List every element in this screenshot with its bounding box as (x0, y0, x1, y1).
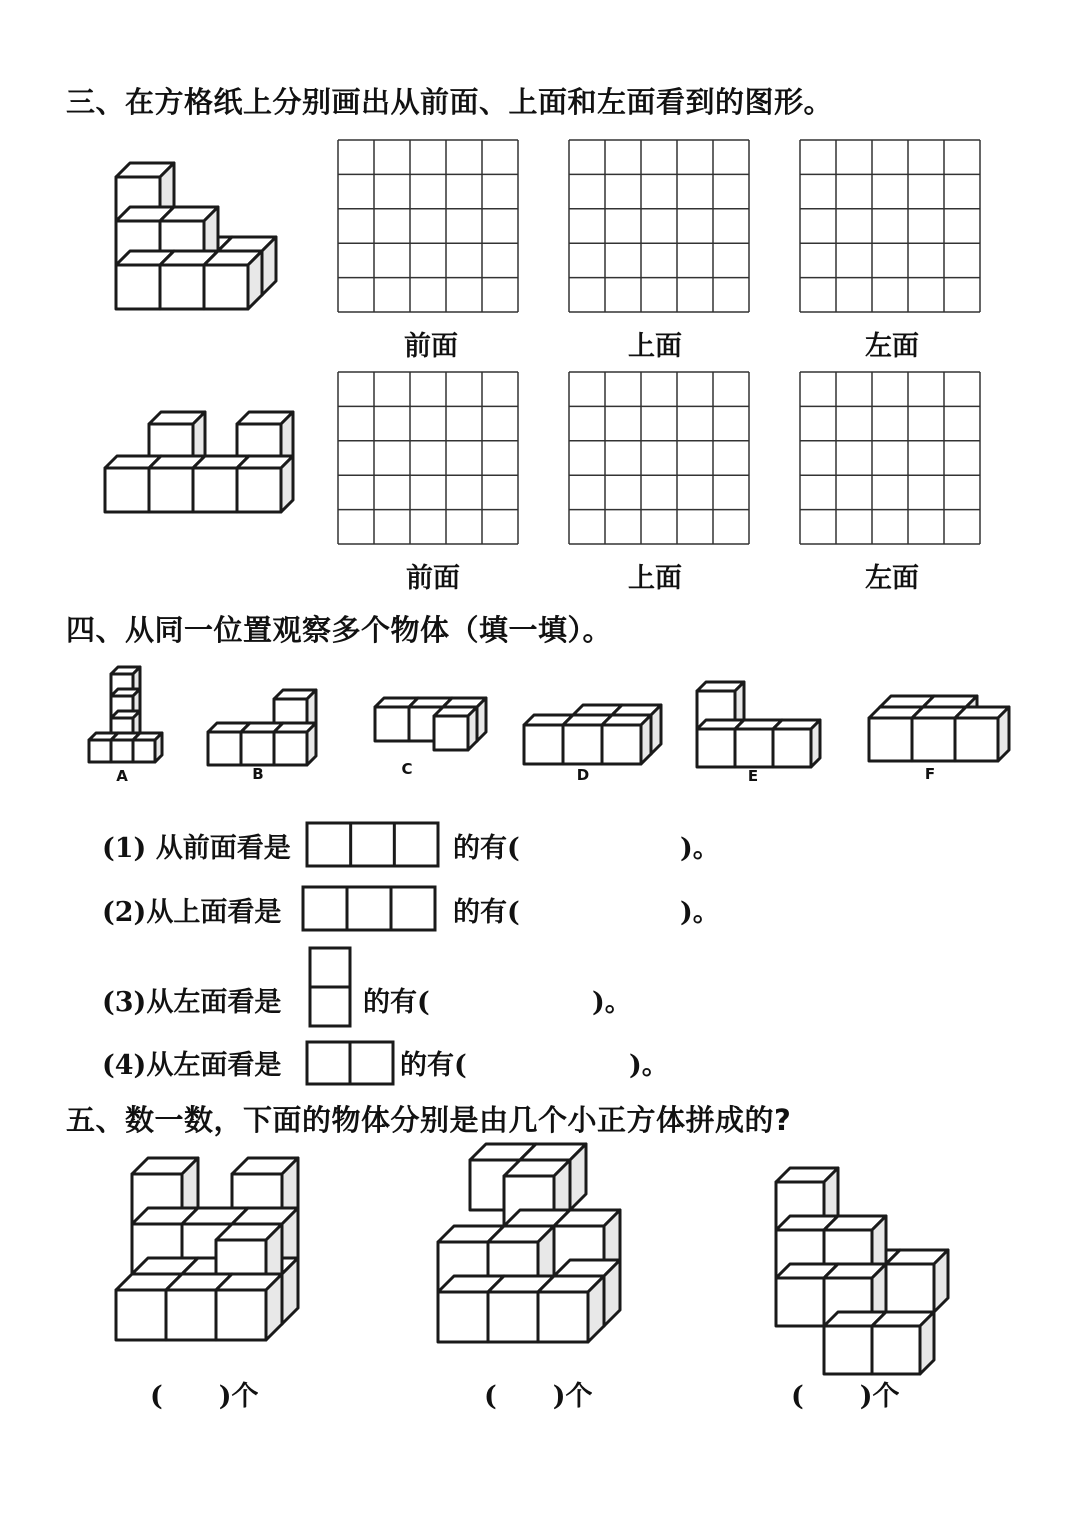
shape-d-cube-2-front (524, 725, 563, 764)
question-4-suffix: 的有( (400, 1050, 467, 1081)
count-figure-1-cube-10-front (166, 1290, 216, 1340)
shape-f-cube-3-front (912, 718, 955, 761)
shape-letter-c: C (401, 760, 413, 778)
grid-lines (337, 371, 519, 545)
cube-figure-3-2-cube-5-front (237, 468, 281, 512)
shape-b-cube-2-front (241, 732, 274, 765)
grid-lines (337, 139, 519, 313)
count-figure-3-cube-5-front (776, 1278, 824, 1326)
cube-figure-3-2-cube-5 (237, 456, 293, 512)
question-2-prefix: (2)从上面看是 (102, 897, 282, 928)
count-figure-2-cube-9-front (488, 1292, 538, 1342)
grid-3-2-left[interactable] (799, 371, 981, 549)
count-figure-1 (116, 1158, 298, 1340)
question-4-prefix: (4)从左面看是 (102, 1050, 282, 1081)
count-figure-3-cube-7-front (824, 1326, 872, 1374)
shape-f (869, 696, 1009, 761)
shape-e-cube-3-front (773, 729, 811, 767)
shape-letter-d: D (576, 766, 590, 784)
count-figure-2-cube-10-front (538, 1292, 588, 1342)
shape-d-cube-4 (602, 715, 651, 764)
shape-c-cube-0-front (375, 707, 409, 741)
grid-lines (799, 371, 981, 545)
label-3-1-left: 左面 (865, 331, 919, 362)
cube-figure-3-1 (116, 163, 276, 309)
shape-e (697, 682, 820, 767)
shape-f-cube-4-side (998, 707, 1009, 761)
view-top-three-outline (303, 887, 435, 930)
shape-letter-e: E (747, 767, 759, 785)
count-figure-2-cube-8-front (438, 1292, 488, 1342)
question-2-close: )。 (680, 897, 720, 928)
question-1-answer[interactable] (528, 826, 678, 862)
view-front-three-outline (307, 823, 438, 866)
cube-figure-3-2-cube-3-front (149, 468, 193, 512)
count-close-3: )个 (859, 1381, 900, 1412)
cube-figure-3-1-cube-6-front (160, 265, 204, 309)
shape-b-cube-3-front (274, 732, 307, 765)
count-close-1: )个 (218, 1381, 259, 1412)
grid-lines (568, 139, 750, 313)
shape-b-cube-3 (274, 723, 316, 765)
count-open-3: ( (791, 1381, 804, 1412)
shape-a (89, 667, 162, 762)
question-4-close: )。 (629, 1050, 669, 1081)
grid-3-1-top[interactable] (568, 139, 750, 317)
question-4-answer[interactable] (475, 1043, 627, 1079)
shape-a-cube-4-front (111, 740, 133, 762)
count-figure-3-cube-8-front (872, 1326, 920, 1374)
shape-b-cube-1-front (208, 732, 241, 765)
shape-f-cube-4-front (955, 718, 998, 761)
grid-lines (799, 139, 981, 313)
shape-f-cube-4 (955, 707, 1009, 761)
grid-3-1-front[interactable] (337, 139, 519, 317)
grid-3-1-left[interactable] (799, 139, 981, 317)
shape-letter-f: F (924, 765, 936, 783)
question-3-close: )。 (592, 987, 632, 1018)
cube-figure-3-1-cube-7 (204, 251, 262, 309)
cube-figure-3-2-cube-2-front (105, 468, 149, 512)
shape-d (524, 705, 661, 764)
count-figure-3-cube-1 (886, 1250, 948, 1312)
question-1-suffix: 的有( (453, 833, 520, 864)
count-figure-3-cube-1-front (886, 1264, 934, 1312)
view-left-stack (310, 948, 350, 1026)
shape-b (208, 690, 316, 765)
shape-e-cube-3 (773, 720, 820, 767)
question-1-prefix: (1) 从前面看是 (102, 833, 291, 864)
count-open-2: ( (484, 1381, 497, 1412)
cube-figure-3-2 (105, 412, 293, 512)
cube-figure-3-1-cube-7-front (204, 265, 248, 309)
count-answer-3 (791, 1374, 900, 1413)
grid-3-2-front[interactable] (337, 371, 519, 549)
cube-figure-3-2-cube-4-front (193, 468, 237, 512)
shape-e-cube-1-front (697, 729, 735, 767)
cube-figure-3-2-cube-5-side (281, 456, 293, 512)
label-3-1-front: 前面 (404, 331, 458, 362)
count-figure-1-cube-11-front (216, 1290, 266, 1340)
shape-e-cube-2-front (735, 729, 773, 767)
shape-c-cube-3-front (434, 716, 468, 750)
question-2-suffix: 的有( (453, 897, 520, 928)
grid-lines (568, 371, 750, 545)
grid-3-2-top[interactable] (568, 371, 750, 549)
shape-f-cube-2-front (869, 718, 912, 761)
shape-c (375, 698, 486, 750)
view-top-three (303, 887, 435, 930)
count-answer-2 (484, 1374, 593, 1413)
count-figure-2 (438, 1144, 620, 1342)
cube-figure-3-1-cube-5-front (116, 265, 160, 309)
label-3-2-left: 左面 (865, 563, 919, 594)
count-open-1: ( (150, 1381, 163, 1412)
question-3-prefix: (3)从左面看是 (102, 987, 282, 1018)
shape-a-cube-5 (133, 733, 162, 762)
count-figure-2-cube-10 (538, 1276, 604, 1342)
shape-letter-b: B (252, 765, 264, 783)
view-front-three (307, 823, 438, 866)
shape-a-cube-3-front (89, 740, 111, 762)
question-1-close: )。 (680, 833, 720, 864)
label-3-2-top: 上面 (628, 563, 682, 594)
section3-heading: 三、在方格纸上分别画出从前面、上面和左面看到的图形。 (66, 85, 834, 119)
shape-a-cube-5-front (133, 740, 155, 762)
count-close-2: )个 (552, 1381, 593, 1412)
count-answer-1 (150, 1374, 259, 1413)
section5-heading: 五、数一数，下面的物体分别是由几个小正方体拼成的? (66, 1103, 792, 1137)
view-left-pair (307, 1042, 393, 1084)
label-3-2-front: 前面 (406, 563, 460, 594)
shape-d-cube-4-front (602, 725, 641, 764)
section4-heading: 四、从同一位置观察多个物体（填一填）。 (66, 613, 613, 647)
question-3-suffix: 的有( (363, 987, 430, 1018)
count-figure-1-cube-11 (216, 1274, 282, 1340)
question-3-answer[interactable] (438, 980, 590, 1016)
shape-d-cube-3-front (563, 725, 602, 764)
count-figure-1-cube-9-front (116, 1290, 166, 1340)
shape-letter-a: A (116, 767, 128, 785)
count-figure-3-cube-8 (872, 1312, 934, 1374)
question-2-answer[interactable] (528, 890, 678, 926)
shape-c-cube-3 (434, 707, 477, 750)
label-3-1-top: 上面 (628, 331, 682, 362)
count-figure-3 (776, 1168, 948, 1374)
